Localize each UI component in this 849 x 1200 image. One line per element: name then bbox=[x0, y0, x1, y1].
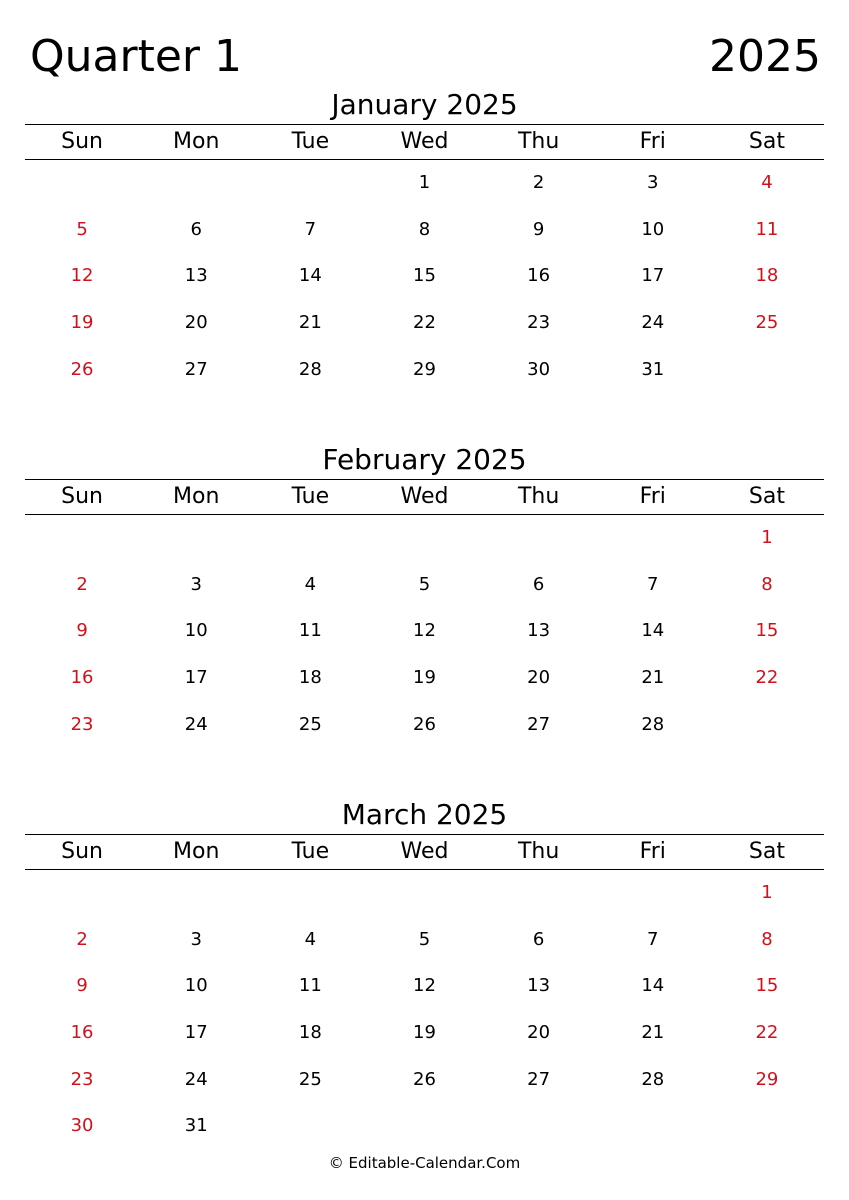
day-cell: 28 bbox=[641, 713, 665, 735]
empty-day-cell bbox=[482, 1103, 596, 1150]
weekday-label-fri: Fri bbox=[639, 129, 666, 154]
day-cell: 19 bbox=[70, 312, 94, 334]
weekday-label-wed: Wed bbox=[400, 484, 449, 509]
empty-day-cell bbox=[710, 347, 824, 394]
page-title: Quarter 1 bbox=[30, 31, 242, 82]
day-cell: 22 bbox=[413, 312, 436, 334]
day-cell: 13 bbox=[184, 265, 208, 287]
weekday-label-sat: Sat bbox=[748, 484, 785, 509]
weekday-label-tue: Tue bbox=[291, 839, 330, 864]
day-cell: 10 bbox=[641, 218, 665, 240]
empty-day-cell bbox=[482, 515, 596, 562]
weekday-label-mon: Mon bbox=[173, 129, 220, 154]
day-cell: 31 bbox=[641, 358, 665, 380]
day-cell: 25 bbox=[298, 713, 322, 735]
day-cell: 5 bbox=[418, 928, 431, 950]
day-cell: 1 bbox=[761, 527, 773, 548]
weekday-label-sun: Sun bbox=[61, 484, 103, 509]
day-cell: 23 bbox=[527, 312, 551, 334]
day-cell: 13 bbox=[527, 620, 551, 642]
empty-day-cell bbox=[253, 1103, 367, 1150]
day-cell: 5 bbox=[418, 573, 431, 595]
day-cell: 12 bbox=[413, 620, 436, 642]
weekday-label-tue: Tue bbox=[291, 484, 330, 509]
day-cell: 11 bbox=[298, 975, 322, 997]
weekday-label-sun: Sun bbox=[61, 129, 103, 154]
weekday-label-thu: Thu bbox=[517, 484, 560, 509]
empty-day-cell bbox=[596, 870, 710, 917]
weekday-label-sat: Sat bbox=[748, 839, 785, 864]
day-cell: 4 bbox=[304, 573, 317, 595]
day-cell: 4 bbox=[761, 172, 773, 193]
day-cell: 24 bbox=[184, 713, 208, 735]
weekday-label-sun: Sun bbox=[61, 839, 103, 864]
day-cell: 22 bbox=[755, 1022, 779, 1044]
day-cell: 4 bbox=[304, 928, 317, 950]
day-cell: 3 bbox=[190, 928, 202, 950]
day-cell: 16 bbox=[527, 265, 551, 287]
weekday-label-fri: Fri bbox=[639, 839, 666, 864]
days-grid bbox=[25, 160, 824, 393]
day-cell: 8 bbox=[418, 218, 431, 240]
weekday-label-thu: Thu bbox=[517, 839, 560, 864]
day-cell: 17 bbox=[184, 667, 208, 689]
day-cell: 17 bbox=[184, 1022, 208, 1044]
month-title: January 2025 bbox=[331, 88, 518, 121]
weekday-label-wed: Wed bbox=[400, 839, 449, 864]
day-cell: 20 bbox=[527, 1022, 551, 1044]
day-cell: 21 bbox=[641, 667, 665, 689]
day-cell: 2 bbox=[76, 928, 88, 950]
empty-day-cell bbox=[139, 515, 253, 562]
empty-day-cell bbox=[25, 515, 139, 562]
day-cell: 15 bbox=[755, 975, 779, 997]
day-cell: 5 bbox=[76, 218, 88, 240]
weekday-label-fri: Fri bbox=[639, 484, 666, 509]
day-cell: 14 bbox=[641, 975, 665, 997]
day-cell: 13 bbox=[527, 975, 551, 997]
day-cell: 19 bbox=[413, 1022, 436, 1044]
day-cell: 10 bbox=[184, 620, 208, 642]
day-cell: 25 bbox=[298, 1068, 322, 1090]
day-cell: 20 bbox=[184, 312, 208, 334]
day-cell: 29 bbox=[755, 1068, 779, 1090]
weekday-label-thu: Thu bbox=[517, 129, 560, 154]
day-cell: 15 bbox=[755, 620, 779, 642]
day-cell: 28 bbox=[641, 1068, 665, 1090]
day-cell: 7 bbox=[647, 928, 659, 950]
day-cell: 18 bbox=[298, 667, 322, 689]
day-cell: 12 bbox=[70, 265, 94, 287]
day-cell: 18 bbox=[298, 1022, 322, 1044]
day-cell: 26 bbox=[413, 713, 436, 735]
day-cell: 21 bbox=[641, 1022, 665, 1044]
month-title: February 2025 bbox=[322, 443, 527, 476]
days-grid bbox=[25, 870, 824, 1150]
empty-day-cell bbox=[253, 870, 367, 917]
month-title: March 2025 bbox=[341, 798, 508, 831]
day-cell: 31 bbox=[184, 1115, 208, 1137]
day-cell: 27 bbox=[184, 358, 208, 380]
day-cell: 11 bbox=[755, 218, 779, 240]
day-cell: 6 bbox=[190, 218, 202, 240]
day-cell: 27 bbox=[527, 713, 551, 735]
day-cell: 30 bbox=[70, 1115, 94, 1137]
day-cell: 28 bbox=[298, 358, 322, 380]
day-cell: 8 bbox=[761, 573, 773, 595]
day-cell: 3 bbox=[190, 573, 202, 595]
empty-day-cell bbox=[25, 160, 139, 207]
day-cell: 8 bbox=[761, 928, 773, 950]
weekday-label-tue: Tue bbox=[291, 129, 330, 154]
day-cell: 14 bbox=[641, 620, 665, 642]
day-cell: 1 bbox=[761, 882, 773, 903]
empty-day-cell bbox=[253, 515, 367, 562]
day-cell: 9 bbox=[76, 975, 88, 997]
days-grid bbox=[25, 515, 824, 748]
weekday-label-sat: Sat bbox=[748, 129, 785, 154]
empty-day-cell bbox=[25, 870, 139, 917]
day-cell: 30 bbox=[527, 358, 551, 380]
day-cell: 22 bbox=[755, 667, 779, 689]
day-cell: 3 bbox=[647, 172, 659, 193]
day-cell: 18 bbox=[755, 265, 779, 287]
empty-day-cell bbox=[139, 160, 253, 207]
day-cell: 19 bbox=[413, 667, 436, 689]
day-cell: 14 bbox=[298, 265, 322, 287]
month-march bbox=[25, 798, 824, 1150]
weekday-label-wed: Wed bbox=[400, 129, 449, 154]
day-cell: 29 bbox=[413, 358, 436, 380]
day-cell: 10 bbox=[184, 975, 208, 997]
day-cell: 15 bbox=[413, 265, 436, 287]
day-cell: 9 bbox=[76, 620, 88, 642]
day-cell: 26 bbox=[70, 358, 94, 380]
page-year: 2025 bbox=[709, 31, 821, 82]
empty-day-cell bbox=[139, 870, 253, 917]
day-cell: 21 bbox=[298, 312, 322, 334]
weekday-header-row bbox=[25, 834, 824, 870]
empty-day-cell bbox=[367, 870, 481, 917]
footer-copyright: © Editable-Calendar.Com bbox=[328, 1154, 521, 1172]
weekday-label-mon: Mon bbox=[173, 484, 220, 509]
empty-day-cell bbox=[596, 1103, 710, 1150]
day-cell: 7 bbox=[647, 573, 659, 595]
day-cell: 2 bbox=[532, 172, 545, 193]
empty-day-cell bbox=[482, 870, 596, 917]
month-january bbox=[25, 88, 824, 393]
empty-day-cell bbox=[253, 160, 367, 207]
weekday-header-row bbox=[25, 479, 824, 515]
day-cell: 7 bbox=[304, 218, 317, 240]
day-cell: 16 bbox=[70, 667, 94, 689]
day-cell: 23 bbox=[70, 1068, 94, 1090]
day-cell: 24 bbox=[641, 312, 665, 334]
day-cell: 2 bbox=[76, 573, 88, 595]
weekday-header-row bbox=[25, 124, 824, 160]
day-cell: 24 bbox=[184, 1068, 208, 1090]
day-cell: 6 bbox=[532, 573, 545, 595]
day-cell: 12 bbox=[413, 975, 436, 997]
weekday-label-mon: Mon bbox=[173, 839, 220, 864]
empty-day-cell bbox=[367, 1103, 481, 1150]
day-cell: 20 bbox=[527, 667, 551, 689]
day-cell: 25 bbox=[755, 312, 779, 334]
day-cell: 26 bbox=[413, 1068, 436, 1090]
day-cell: 11 bbox=[298, 620, 322, 642]
empty-day-cell bbox=[367, 515, 481, 562]
month-february bbox=[25, 443, 824, 748]
empty-day-cell bbox=[710, 702, 824, 749]
day-cell: 9 bbox=[532, 218, 545, 240]
day-cell: 6 bbox=[532, 928, 545, 950]
day-cell: 27 bbox=[527, 1068, 551, 1090]
day-cell: 16 bbox=[70, 1022, 94, 1044]
day-cell: 1 bbox=[418, 172, 431, 193]
day-cell: 17 bbox=[641, 265, 665, 287]
day-cell: 23 bbox=[70, 713, 94, 735]
empty-day-cell bbox=[596, 515, 710, 562]
empty-day-cell bbox=[710, 1103, 824, 1150]
